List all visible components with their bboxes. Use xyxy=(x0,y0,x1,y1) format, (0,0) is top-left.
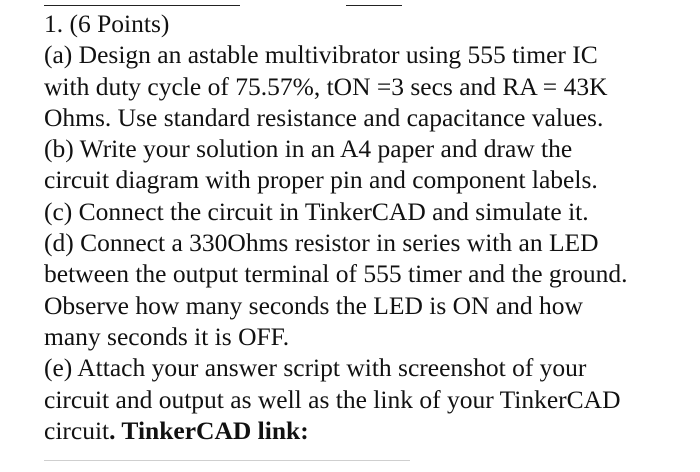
text-line: many seconds it is OFF. xyxy=(44,321,290,351)
top-right-rule xyxy=(346,5,402,6)
question-text xyxy=(44,8,684,446)
text-line: (d) Connect a 330Ohms resistor in series with an LED xyxy=(44,228,599,258)
text-line: Observe how many seconds the LED is ON and how xyxy=(44,290,583,320)
text-line: Ohms. Use standard resistance and capacitance values. xyxy=(44,102,604,132)
text-line: circuit diagram with proper pin and component labels. xyxy=(44,165,598,195)
text-line: (a) Design an astable multivibrator using 555 timer IC xyxy=(44,40,598,70)
text-line: with duty cycle of 75.57%, tON =3 secs and RA = 43K xyxy=(44,71,608,101)
text-line: (b) Write your solution in an A4 paper and draw the xyxy=(44,134,573,164)
question-heading: 1. (6 Points) xyxy=(44,9,170,38)
text-line: circuit and output as well as the link of your TinkerCAD xyxy=(44,384,621,414)
final-line xyxy=(44,415,684,446)
text-line: (e) Attach your answer script with screenshot of your xyxy=(44,353,587,383)
text-line: between the output terminal of 555 timer and the ground. xyxy=(44,259,628,289)
top-left-rule xyxy=(44,5,240,6)
answer-link-rule xyxy=(44,460,410,461)
tinkercad-link-label: . TinkerCAD link: xyxy=(109,415,309,445)
text-line: (c) Connect the circuit in TinkerCAD and simulate it. xyxy=(44,196,589,226)
final-line-prefix: circuit xyxy=(44,415,110,445)
